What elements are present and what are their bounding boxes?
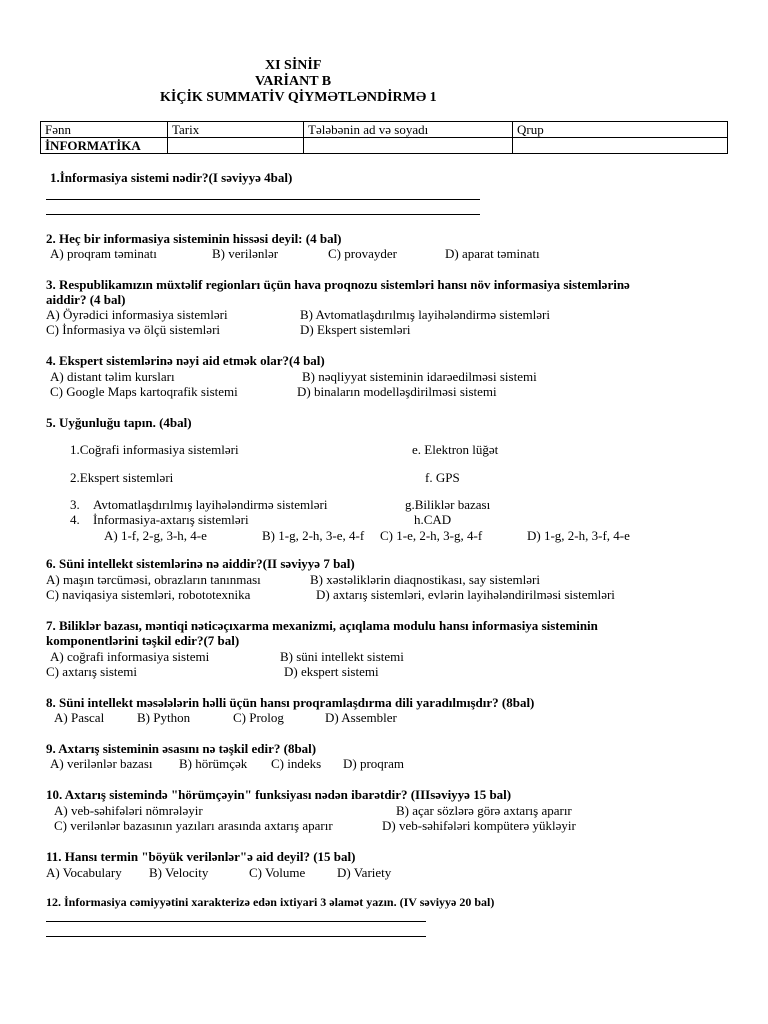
answer-line	[46, 199, 480, 200]
question-4: 4. Ekspert sistemlərinə nəyi aid etmək olar?(4 bal)	[46, 353, 325, 368]
match-left-4-number: 4.	[70, 512, 80, 527]
option-b: B) açar sözlərə görə axtarış aparır	[396, 803, 572, 818]
match-left-3-number: 3.	[70, 497, 80, 512]
question-6: 6. Süni intellekt sistemlərinə nə aiddir?(II səviyyə 7 bal)	[46, 556, 355, 571]
option-a: A) Pascal	[54, 710, 105, 725]
option-b: B) 1-g, 2-h, 3-e, 4-f	[262, 528, 365, 543]
match-left-3: Avtomatlaşdırılmış layihələndirmə sistemləri	[93, 497, 328, 512]
question-10: 10. Axtarış sistemində "hörümçəyin" funksiyası nədən ibarətdir? (IIIsəviyyə 15 bal)	[46, 787, 512, 802]
option-d: D) Assembler	[325, 710, 397, 725]
answer-line	[46, 921, 426, 922]
option-a: A) maşın tərcüməsi, obrazların tanınması	[46, 572, 261, 587]
header-subject: Fənn	[41, 122, 168, 138]
option-b: B) hörümçək	[179, 756, 248, 771]
group-value	[513, 138, 728, 154]
question-5: 5. Uyğunluğu tapın. (4bal)	[46, 415, 192, 430]
answer-line	[46, 936, 426, 937]
option-c: C) naviqasiya sistemləri, robototexnika	[46, 587, 251, 602]
option-d: D) Ekspert sistemləri	[300, 322, 411, 337]
question-3: 3. Respublikamızın müxtəlif regionları üçün hava proqnozu sistemləri hansı növ informasiya sistemlərinə	[46, 277, 630, 292]
header-date: Tarix	[168, 122, 304, 138]
option-a: A) Öyrədici informasiya sistemləri	[46, 307, 228, 322]
assessment-title: KİÇİK SUMMATİV QİYMƏTLƏNDİRMƏ 1	[160, 90, 437, 105]
subject-value: İNFORMATİKA	[41, 138, 168, 154]
match-right-4: h.CAD	[414, 512, 452, 527]
header-group: Qrup	[513, 122, 728, 138]
option-c: C) Google Maps kartoqrafik sistemi	[50, 384, 238, 399]
option-a: A) proqram təminatı	[50, 246, 157, 261]
question-3-cont: aiddir? (4 bal)	[46, 292, 126, 307]
question-9: 9. Axtarış sisteminin əsasını nə təşkil edir? (8bal)	[46, 741, 317, 756]
option-c: C) axtarış sistemi	[46, 664, 137, 679]
option-d: D) proqram	[343, 756, 405, 771]
option-c: C) Volume	[249, 865, 306, 880]
option-a: A) Vocabulary	[46, 865, 122, 880]
question-11: 11. Hansı termin "böyük verilənlər"ə aid deyil? (15 bal)	[46, 849, 356, 864]
option-b: B) verilənlər	[212, 246, 279, 261]
option-b: B) Avtomatlaşdırılmış layihələndirmə sistemləri	[300, 307, 550, 322]
question-1: 1.İnformasiya sistemi nədir?(I səviyyə 4bal)	[50, 170, 293, 185]
header-student-name: Tələbənin ad və soyadı	[304, 122, 513, 138]
option-a: A) veb-səhifələri nömrələyir	[54, 803, 203, 818]
date-value	[168, 138, 304, 154]
match-right-2: f. GPS	[425, 470, 460, 485]
match-right-3: g.Biliklər bazası	[405, 497, 491, 512]
question-7: 7. Biliklər bazası, məntiqi nəticəçıxarma mexanizmi, açıqlama modulu hansı informasiya sisteminin	[46, 618, 598, 633]
question-7-cont: komponentlərini təşkil edir?(7 bal)	[46, 633, 240, 648]
question-8: 8. Süni intellekt məsələlərin həlli üçün hansı proqramlaşdırma dili yaradılmışdır? (8bal)	[46, 695, 535, 710]
option-c: C) provayder	[328, 246, 397, 261]
question-2: 2. Heç bir informasiya sisteminin hissəsi deyil: (4 bal)	[46, 231, 342, 246]
option-b: B) xəstəliklərin diaqnostikası, say sistemləri	[310, 572, 540, 587]
match-left-1: 1.Coğrafi informasiya sistemləri	[70, 442, 239, 457]
option-b: B) Python	[137, 710, 191, 725]
match-right-1: e. Elektron lüğət	[412, 442, 499, 457]
option-d: D) ekspert sistemi	[284, 664, 379, 679]
option-c: C) Prolog	[233, 710, 284, 725]
option-b: B) nəqliyyat sisteminin idarəedilməsi sistemi	[302, 369, 537, 384]
match-left-2: 2.Ekspert sistemləri	[70, 470, 174, 485]
info-table	[40, 121, 728, 154]
option-d: D) aparat təminatı	[445, 246, 540, 261]
question-12: 12. İnformasiya cəmiyyətini xarakterizə edən ixtiyari 3 əlamət yazın. (IV səviyyə 20 bal)	[46, 895, 495, 909]
grade-title: XI SİNİF	[265, 58, 322, 73]
answer-line	[46, 214, 480, 215]
option-a: A) verilənlər bazası	[50, 756, 153, 771]
table-header-row	[41, 122, 728, 138]
option-c: C) indeks	[271, 756, 322, 771]
option-a: A) 1-f, 2-g, 3-h, 4-e	[104, 528, 207, 543]
match-left-4: İnformasiya-axtarış sistemləri	[93, 512, 249, 527]
variant-title: VARİANT B	[255, 74, 332, 89]
option-d: D) veb-səhifələri kompüterə yükləyir	[382, 818, 576, 833]
option-c: C) İnformasiya və ölçü sistemləri	[46, 322, 221, 337]
option-c: C) 1-e, 2-h, 3-g, 4-f	[380, 528, 483, 543]
option-b: B) süni intellekt sistemi	[280, 649, 404, 664]
option-b: B) Velocity	[149, 865, 209, 880]
option-d: D) axtarış sistemləri, evlərin layihələndirilməsi sistemləri	[316, 587, 615, 602]
student-name-value	[304, 138, 513, 154]
option-a: A) distant təlim kursları	[50, 369, 175, 384]
option-c: C) verilənlər bazasının yazıları arasında axtarış aparır	[54, 818, 333, 833]
option-d: D) binaların modelləşdirilməsi sistemi	[297, 384, 497, 399]
option-d: D) 1-g, 2-h, 3-f, 4-e	[527, 528, 630, 543]
table-row	[41, 138, 728, 154]
option-d: D) Variety	[337, 865, 392, 880]
option-a: A) coğrafi informasiya sistemi	[50, 649, 210, 664]
